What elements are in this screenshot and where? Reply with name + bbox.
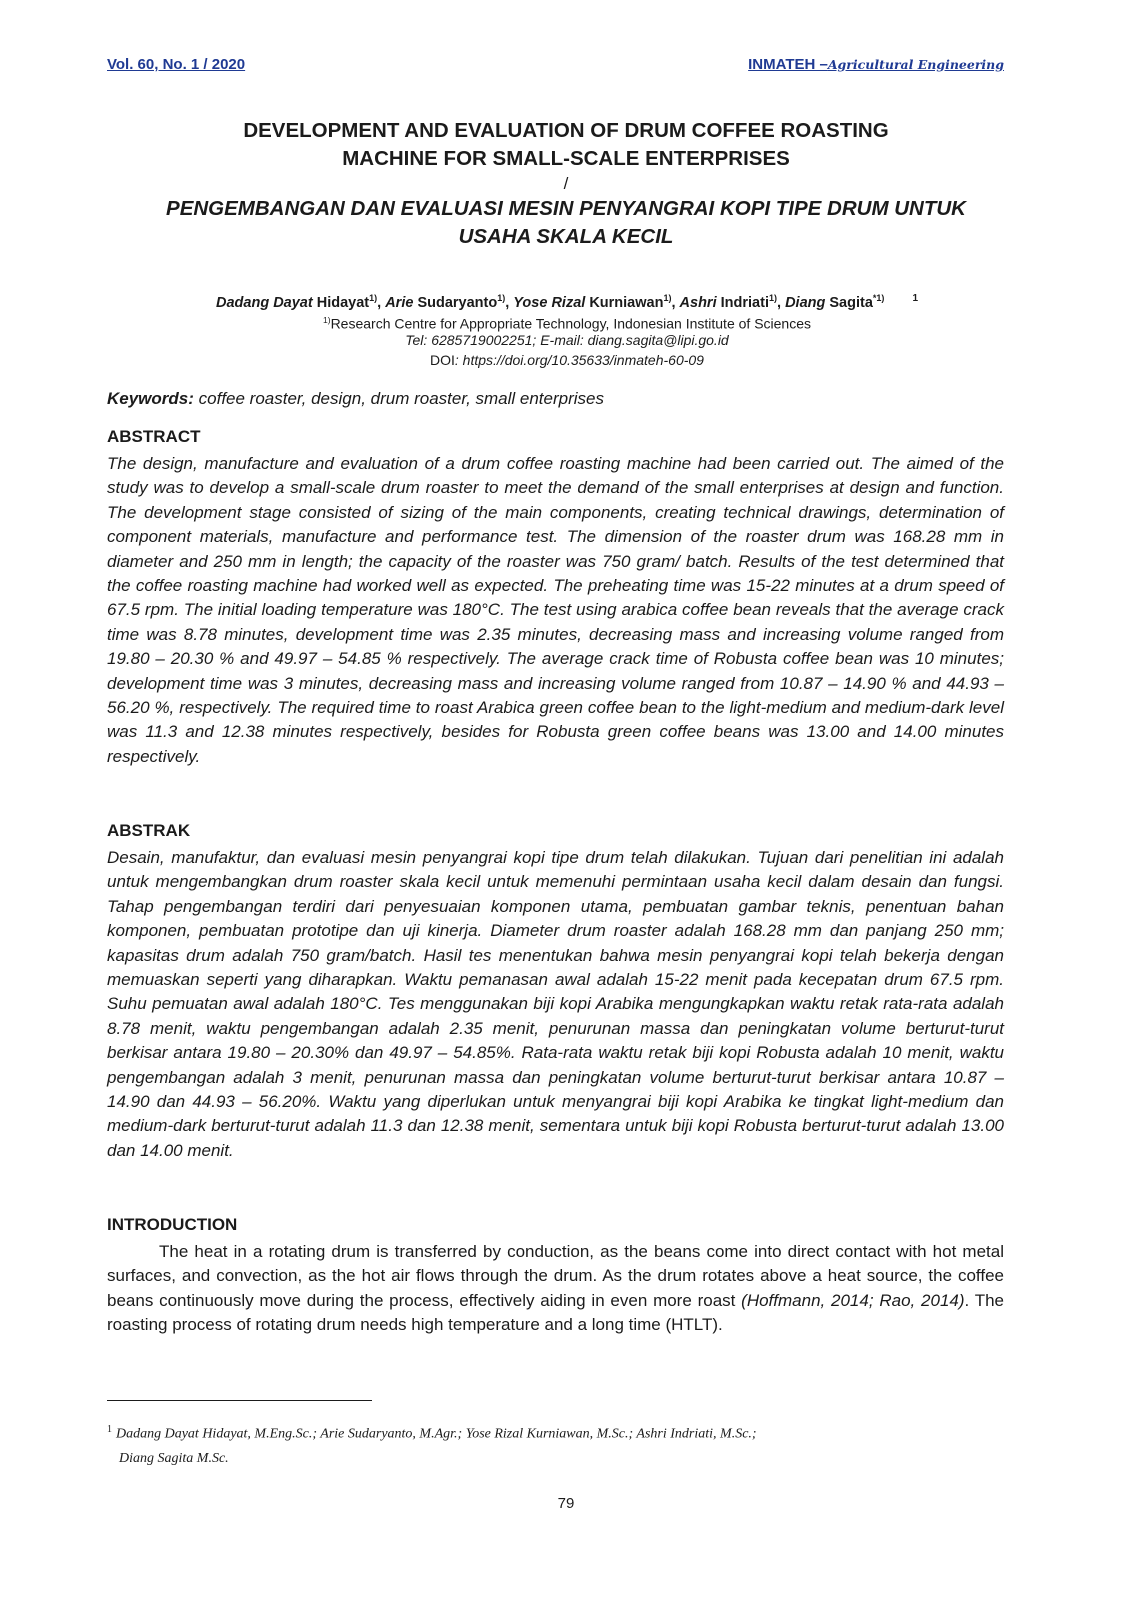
title-separator: / <box>563 174 569 193</box>
author-list <box>107 287 1027 314</box>
footnote-mark: 1 <box>107 1424 112 1435</box>
author-item: Ashri Indriati$^{1)}$, <box>679 293 786 311</box>
abstract-body: The design, manufacture and evaluation of a drum coffee roasting machine had been carried out. The aimed of the study was to develop a small-scale drum roaster to meet the demand of the small enterprises at design and function. The development stage consisted of sizing of the main components, creating technical drawings, determination of component materials, manufacture and performance test. The dimension of the roaster drum was 168.28 mm in diameter and 250 mm in length; the capacity of the roaster was 750 gram/ batch. Results of the test determined that the coffee roasting machine had worked well as expected. The preheating time was 15-22 minutes at a drum speed of 67.5 rpm. The initial loading temperature was 180°C. The test using arabica coffee bean reveals that the average crack time was 8.78 minutes, development time was 2.35 minutes, decreasing mass and increasing volume ranged from 19.80 – 20.30 % and 49.97 – 54.85 % respectively. The average crack time of Robusta coffee bean was 10 minutes; development time was 3 minutes, decreasing mass and increasing volume ranged from 10.87 – 14.90 % and 44.93 – 56.20 %, respectively. The required time to roast Arabica green coffee bean to the light-medium and medium-dark level was 11.3 and 12.38 minutes respectively, besides for Robusta green coffee beans was 13.00 and 14.00 minutes respectively. <box>107 454 1004 766</box>
author-item: Arie Sudaryanto$^{1)}$, <box>385 293 514 311</box>
abstract-heading: ABSTRACT <box>107 427 201 446</box>
keywords <box>107 389 1017 409</box>
contact-info: Tel: 6285719002251; E-mail: diang.sagita@lipi.go.id <box>405 332 729 348</box>
author-footnote-marker: 1 <box>912 293 918 304</box>
keywords-label: Keywords: <box>107 389 194 408</box>
footnote-line-1: Dadang Dayat Hidayat, M.Eng.Sc.; Arie Sudaryanto, M.Agr.; Yose Rizal Kurniawan, M.Sc.; Ashri Indriati, M.Sc.; <box>116 1426 757 1442</box>
keywords-text: coffee roaster, design, drum roaster, small enterprises <box>193 389 604 408</box>
volume-header[interactable]: Vol. 60, No. 1 / 2020 <box>107 56 246 73</box>
doi-line[interactable]: DOI: https://doi.org/10.35633/inmateh-60-09 <box>430 352 704 368</box>
title-id-line-1: PENGEMBANGAN DAN EVALUASI MESIN PENYANGRAI KOPI TIPE DRUM UNTUK <box>166 197 966 220</box>
introduction-heading: INTRODUCTION <box>107 1215 238 1234</box>
journal-name: INMATEH – <box>748 56 828 73</box>
title-en-line-2: MACHINE FOR SMALL-SCALE ENTERPRISES <box>342 147 790 170</box>
author-item: Yose Rizal Kurniawan$^{1)}$, <box>513 293 680 311</box>
footnote <box>107 1418 987 1471</box>
journal-subtitle: Agricultural Engineering <box>827 57 1004 72</box>
title-id-line-2: USAHA SKALA KECIL <box>458 225 674 248</box>
abstrak-body: Desain, manufaktur, dan evaluasi mesin penyangrai kopi tipe drum telah dilakukan. Tujuan dari penelitian ini adalah untuk mengembangkan drum roaster skala kecil untuk memenuhi permintaan usaha kecil dalam desain dan fungsi. Tahap pengembangan terdiri dari penyesuaian komponen utama, pembuatan gambar teknis, penentuan bahan komponen, pembuatan prototipe dan uji kinerja. Diameter drum roaster adalah 168.28 mm dan panjang 250 mm; kapasitas drum adalah 750 gram/batch. Hasil tes menentukan bahwa mesin penyangrai kopi telah bekerja dengan memuaskan seperti yang diharapkan. Waktu pemanasan awal adalah 15-22 menit pada kecepatan drum 67.5 rpm. Suhu pemuatan awal adalah 180°C. Tes menggunakan biji kopi Arabika mengungkapkan waktu retak rata-rata adalah 8.78 menit, waktu pengembangan adalah 2.35 menit, penurunan massa dan peningkatan volume berturut-turut berkisar antara 19.80 – 20.30% dan 49.97 – 54.85%. Rata-rata waktu retak biji kopi Robusta adalah 10 menit, waktu pengembangan adalah 3 menit, penurunan massa dan peningkatan volume berturut-turut berkisar antara 10.87 – 14.90 dan 44.93 – 56.20%. Waktu yang diperlukan untuk menyangrai biji kopi Arabika ke tingkat light-medium dan medium-dark berturut-turut adalah 11.3 dan 12.38 menit, sementara untuk biji kopi Robusta berturut-turut adalah 13.00 dan 14.00 menit. <box>107 848 1004 1160</box>
author-item: Diang Sagita$^{*1)}$ <box>785 293 885 311</box>
abstrak-heading: ABSTRAK <box>107 821 191 840</box>
journal-header[interactable] <box>748 56 1004 73</box>
footnote-divider <box>107 1400 372 1401</box>
page-number: 79 <box>557 1495 575 1512</box>
paper-title <box>100 117 1032 251</box>
author-item: Dadang Dayat Hidayat$^{1)}$, <box>216 293 386 311</box>
footnote-line-2: Diang Sagita M.Sc. <box>119 1450 229 1466</box>
citation: (Hoffmann, 2014; Rao, 2014) <box>741 1290 965 1310</box>
title-en-line-1: DEVELOPMENT AND EVALUATION OF DRUM COFFEE ROASTING <box>243 119 889 142</box>
introduction-body: The heat in a rotating drum is transferred by conduction, as the beans come into direct contact with hot metal surfaces, and convection, as the hot air flows through the drum. As the drum rotates above a heat source, the coffee beans continuously move during the process, effectively aiding in even more roast (Hoffmann, 2014; Rao, 2014). The roasting process of rotating drum needs high temperature and a long time (HTLT). <box>107 1242 1005 1335</box>
affiliation: $^{1)}$Research Centre for Appropriate Technology, Indonesian Institute of Sciences <box>323 315 811 332</box>
